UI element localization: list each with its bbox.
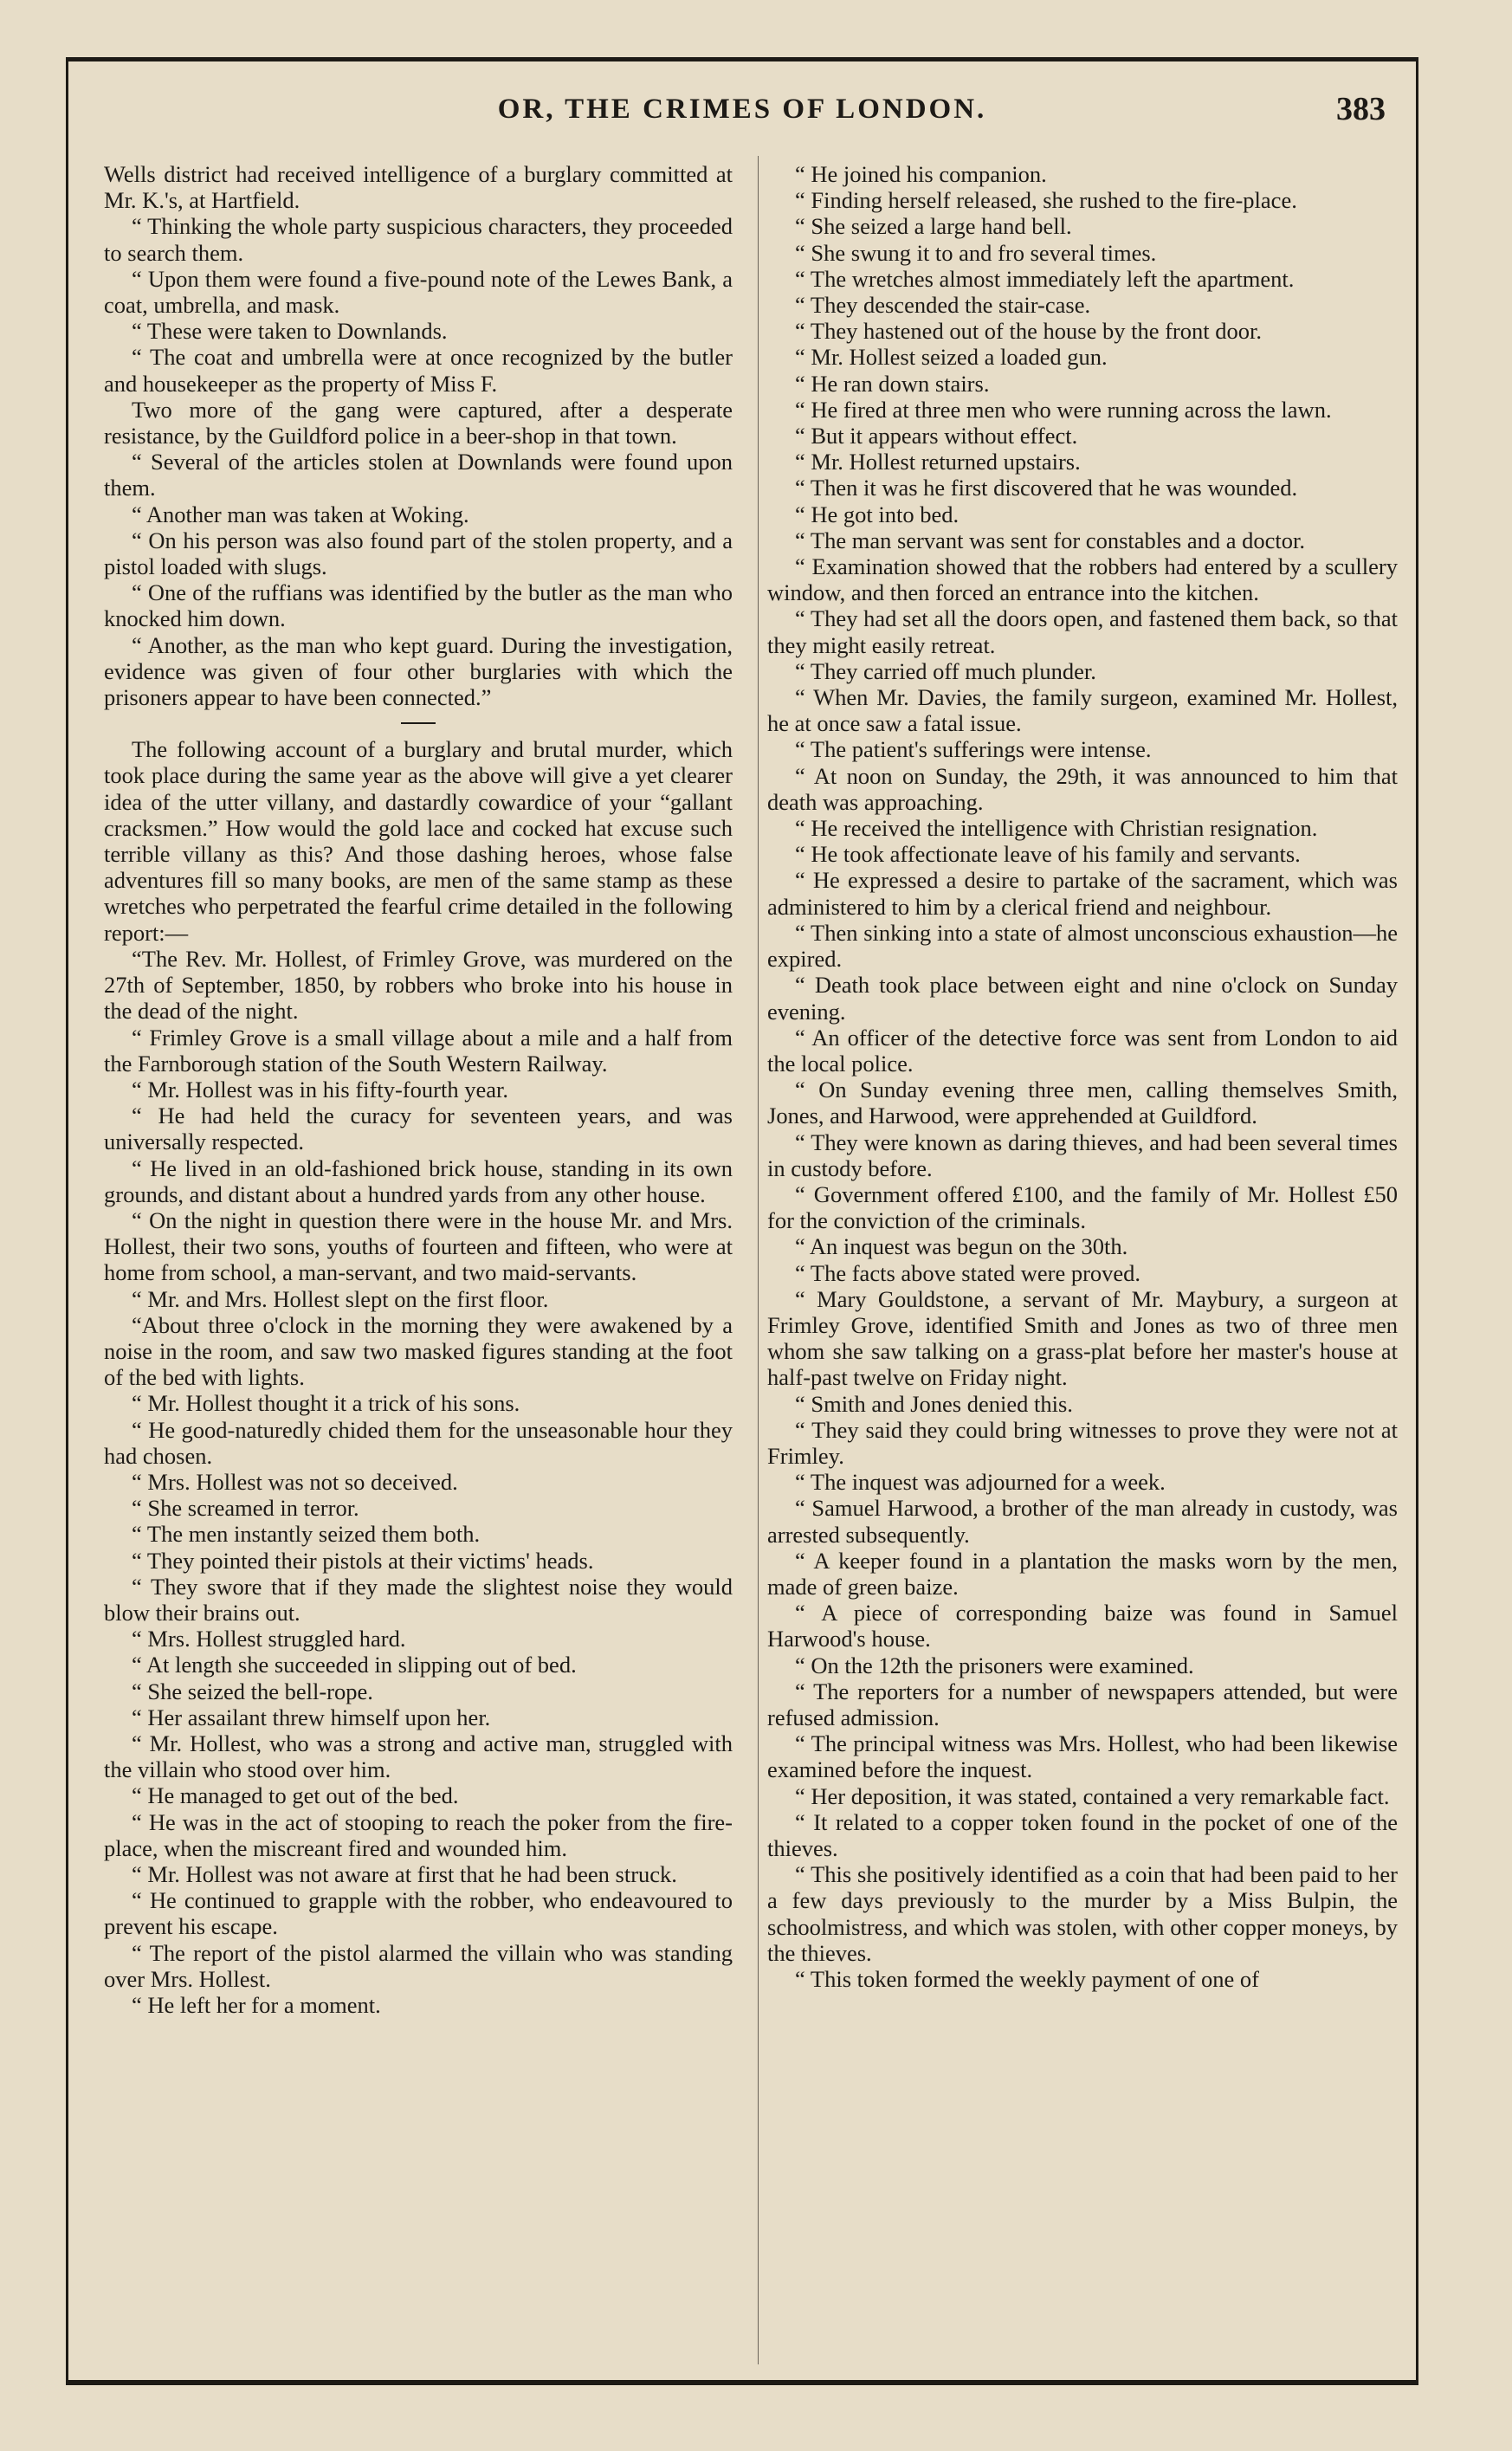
- paragraph: “ The man servant was sent for constables and a doctor.: [795, 527, 1305, 553]
- paragraph: “ Mrs. Hollest struggled hard.: [132, 1626, 406, 1652]
- paragraph: “ He lived in an old-fashioned brick house, standing in its own grounds, and distant about a hundred yards from any other house.: [104, 1154, 733, 1207]
- paragraph: “ On his person was also found part of the stolen property, and a pistol loaded with slugs.: [104, 527, 733, 580]
- paragraph: “ They pointed their pistols at their victims' heads.: [132, 1547, 594, 1574]
- paragraph: “ Smith and Jones denied this.: [795, 1390, 1073, 1417]
- paragraph: “ They hastened out of the house by the front door.: [795, 318, 1262, 345]
- paragraph: “ At noon on Sunday, the 29th, it was announced to him that death was approaching.: [767, 762, 1398, 815]
- section-separator: [401, 722, 436, 724]
- paragraph: “ The men instantly seized them both.: [132, 1521, 481, 1548]
- paragraph: “ Several of the articles stolen at Downlands were found upon them.: [104, 449, 733, 501]
- paragraph: “ Death took place between eight and nine o'clock on Sunday evening.: [767, 972, 1398, 1025]
- paragraph: “ This she positively identified as a coin that had been paid to her a few days previously to the murder by a Miss Bulpin, the schoolmistress, and which was stolen, with other copper moneys, by the thieves.: [767, 1861, 1398, 1966]
- paragraph: “ He had held the curacy for seventeen years, and was universally respected.: [104, 1103, 733, 1155]
- paragraph: “ Finding herself released, she rushed to the fire-place.: [795, 187, 1297, 214]
- paragraph: “ She seized the bell-rope.: [132, 1678, 373, 1704]
- paragraph: “ Mr. Hollest, who was a strong and active man, struggled with the villain who stood over him.: [104, 1730, 733, 1783]
- paragraph: “ Mr. Hollest was not aware at first that he had been struck.: [132, 1861, 677, 1887]
- paragraph: “ Thinking the whole party suspicious characters, they proceeded to search them.: [104, 213, 733, 266]
- paragraph: “ The reporters for a number of newspapers attended, but were refused admission.: [767, 1678, 1398, 1730]
- paragraph: “ Mr. Hollest seized a loaded gun.: [795, 344, 1108, 371]
- paragraph: “ The wretches almost immediately left the apartment.: [795, 265, 1295, 292]
- paragraph: “ Mr. Hollest returned upstairs.: [795, 449, 1081, 475]
- paragraph: “ An officer of the detective force was sent from London to aid the local police.: [767, 1024, 1398, 1077]
- paragraph: “ These were taken to Downlands.: [132, 318, 448, 345]
- paragraph: “ At length she succeeded in slipping out of bed.: [132, 1652, 577, 1678]
- paragraph: “ He continued to grapple with the robber, who endeavoured to prevent his escape.: [104, 1887, 733, 1940]
- paragraph: “ Mr. Hollest was in his fifty-fourth year.: [132, 1076, 508, 1103]
- paragraph: “ They said they could bring witnesses to prove they were not at Frimley.: [767, 1416, 1398, 1469]
- right-column: [767, 161, 1398, 1992]
- paragraph: “ A piece of corresponding baize was found in Samuel Harwood's house.: [767, 1600, 1398, 1652]
- paragraph: “ Another man was taken at Woking.: [132, 501, 469, 527]
- paragraph: “ He left her for a moment.: [132, 1992, 381, 2019]
- paragraph: “ On Sunday evening three men, calling themselves Smith, Jones, and Harwood, were apprehended at Guildford.: [767, 1077, 1398, 1129]
- paragraph: “ A keeper found in a plantation the masks worn by the men, made of green baize.: [767, 1547, 1398, 1600]
- paragraph: “ He fired at three men who were running across the lawn.: [795, 396, 1332, 423]
- paragraph: “ Samuel Harwood, a brother of the man already in custody, was arrested subsequently.: [767, 1495, 1398, 1548]
- paragraph: “ He good-naturedly chided them for the unseasonable hour they had chosen.: [104, 1416, 733, 1469]
- paragraph: “ Her assailant threw himself upon her.: [132, 1704, 491, 1730]
- paragraph: “ They swore that if they made the slightest noise they would blow their brains out.: [104, 1573, 733, 1626]
- paragraph: “ They had set all the doors open, and fastened them back, so that they might easily retreat.: [767, 605, 1398, 658]
- paragraph: “ He took affectionate leave of his family and servants.: [795, 841, 1301, 868]
- paragraph: “ Frimley Grove is a small village about a mile and a half from the Farnborough station of the South Western Railway.: [104, 1024, 733, 1077]
- paragraph: “ Upon them were found a five-pound note of the Lewes Bank, a coat, umbrella, and mask.: [104, 265, 733, 319]
- paragraph: “ Then it was he first discovered that he was wounded.: [795, 475, 1298, 501]
- page-number: 383: [1336, 91, 1386, 127]
- paragraph: “ They descended the stair-case.: [795, 292, 1091, 319]
- paragraph: “ He managed to get out of the bed.: [132, 1782, 459, 1809]
- paragraph: “ Mrs. Hollest was not so deceived.: [132, 1468, 458, 1495]
- paragraph: The following account of a burglary and brutal murder, which took place during the same year as the above will give a yet clearer idea of the utter villany, and dastardly cowardice of your “gallant cracksmen.” How would the gold lace and cocked hat excuse such terrible villany as this? And those dashing heroes, whose false adventures fill so many books, are men of the same stamp as these wretches who perpetrated the fearful crime detailed in the following report:—: [104, 736, 733, 946]
- paragraph: “ She seized a large hand bell.: [795, 213, 1072, 240]
- paragraph: “ They were known as daring thieves, and had been several times in custody before.: [767, 1128, 1398, 1181]
- paragraph: “ The report of the pistol alarmed the villain who was standing over Mrs. Hollest.: [104, 1939, 733, 1992]
- paragraph: “ Mr. and Mrs. Hollest slept on the first floor.: [132, 1285, 549, 1312]
- paragraph: “ She swung it to and fro several times.: [795, 239, 1157, 266]
- paragraph: “ On the 12th the prisoners were examined.: [795, 1652, 1194, 1678]
- paragraph: Wells district had received intelligence of a burglary committed at Mr. K.'s, at Hartfield.: [104, 161, 733, 214]
- paragraph: “ Mr. Hollest thought it a trick of his sons.: [132, 1390, 520, 1417]
- paragraph: “ On the night in question there were in the house Mr. and Mrs. Hollest, their two sons, youths of fourteen and fifteen, who were at home from school, a man-servant, and two maid-servants.: [104, 1206, 733, 1286]
- running-title: OR, THE CRIMES OF LONDON.: [497, 94, 987, 125]
- paragraph: “The Rev. Mr. Hollest, of Frimley Grove, was murdered on the 27th of September, 1850, by robbers who broke into his house in the dead of the night.: [104, 945, 733, 1025]
- paragraph: “ She screamed in terror.: [132, 1495, 359, 1522]
- paragraph: “ Government offered £100, and the family of Mr. Hollest £50 for the conviction of the criminals.: [767, 1180, 1398, 1234]
- paragraph: “ Then sinking into a state of almost unconscious exhaustion—he expired.: [767, 919, 1398, 973]
- paragraph: “ The coat and umbrella were at once recognized by the butler and housekeeper as the property of Miss F.: [104, 344, 733, 397]
- paragraph: “ It related to a copper token found in the pocket of one of the thieves.: [767, 1808, 1398, 1861]
- paragraph: “ He was in the act of stooping to reach the poker from the fire-place, when the miscreant fired and wounded him.: [104, 1808, 733, 1861]
- paragraph: “ The principal witness was Mrs. Hollest, who had been likewise examined before the inquest.: [767, 1730, 1398, 1783]
- paragraph: “ Mary Gouldstone, a servant of Mr. Maybury, a surgeon at Frimley Grove, identified Smith and Jones as two of three men whom she saw talking on a grass-plat before her master's house at half-past twelve on Friday night.: [767, 1285, 1398, 1391]
- paragraph: “ He ran down stairs.: [795, 370, 990, 397]
- paragraph: “ An inquest was begun on the 30th.: [795, 1233, 1128, 1260]
- paragraph: “ One of the ruffians was identified by the butler as the man who knocked him down.: [104, 579, 733, 632]
- paragraph: “ Her deposition, it was stated, contained a very remarkable fact.: [795, 1782, 1390, 1809]
- paragraph: Two more of the gang were captured, after a desperate resistance, by the Guildford police in a beer-shop in that town.: [104, 396, 733, 449]
- paragraph: “ Another, as the man who kept guard. During the investigation, evidence was given of four other burglaries with which the prisoners appear to have been connected.”: [104, 631, 733, 711]
- left-column: [104, 161, 733, 2018]
- paragraph: “ He joined his companion.: [795, 161, 1047, 187]
- paragraph: “ The inquest was adjourned for a week.: [795, 1469, 1166, 1496]
- paragraph: “ Examination showed that the robbers had entered by a scullery window, and then forced an entrance into the kitchen.: [767, 553, 1398, 606]
- paragraph: “ He got into bed.: [795, 501, 960, 527]
- paragraph: “ He expressed a desire to partake of the sacrament, which was administered to him by a clerical friend and neighbour.: [767, 867, 1398, 920]
- paragraph: “About three o'clock in the morning they were awakened by a noise in the room, and saw two masked figures standing at the foot of the bed with lights.: [104, 1311, 733, 1391]
- paragraph: “ The facts above stated were proved.: [795, 1259, 1141, 1286]
- column-divider: [758, 156, 759, 2364]
- paragraph: “ But it appears without effect.: [795, 423, 1078, 449]
- paragraph: “ He received the intelligence with Christian resignation.: [795, 815, 1318, 842]
- paragraph: “ The patient's sufferings were intense.: [795, 736, 1152, 763]
- paragraph: “ This token formed the weekly payment of one of: [795, 1966, 1259, 1993]
- paragraph: “ When Mr. Davies, the family surgeon, examined Mr. Hollest, he at once saw a fatal issue.: [767, 684, 1398, 737]
- running-header: [66, 91, 1418, 137]
- paragraph: “ They carried off much plunder.: [795, 657, 1096, 684]
